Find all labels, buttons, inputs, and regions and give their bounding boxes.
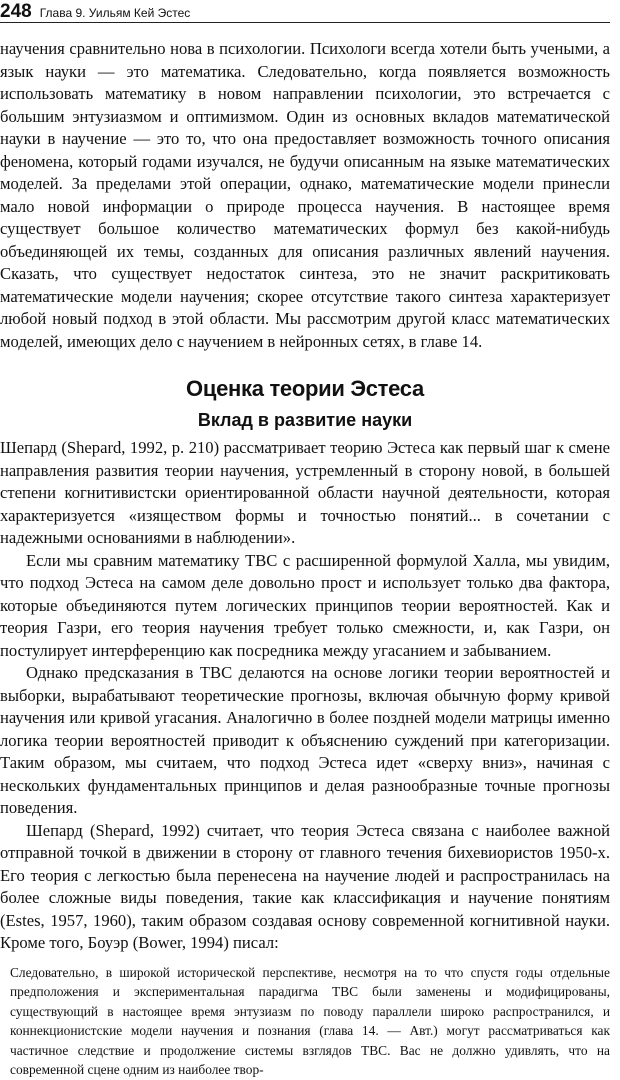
- running-head: Глава 9. Уильям Кей Эстес: [39, 6, 191, 20]
- page-number: 248: [0, 1, 32, 22]
- section-title: Оценка теории Эстеса: [186, 376, 424, 401]
- paragraph-tvs-hull: Если мы сравним математику ТВС с расширенной формулой Халла, мы увидим, что подход Эстеса на самом деле довольно прост и использует только два фактора, которые объединяются путем логических принципов теории вероятностей. Как и теория Газри, его теория научения требует только смежности, и, как Газри, он постулирует интерференцию как посредника между угасанием и забыванием.: [0, 550, 610, 660]
- page-body: [0, 38, 610, 1080]
- page-header: [0, 0, 610, 23]
- block-quote: Следовательно, в широкой исторической перспективе, несмотря на то что спустя годы отдельные предположения и экспериментальная парадигма ТВС были заменены и модифицированы, существующий в настоящее время энтузиазм по поводу параллели широко распространился, и коннекционистские модели научения и познания (глава 14. — Авт.) могут рассматриваться как частичное следствие и продолжение системы взглядов ТВС. Вас не должно удивлять, что на современной сцене одним из наиболее твор-: [10, 964, 610, 1077]
- paragraph-shepard-1: Шепард (Shepard, 1992, p. 210) рассматривает теорию Эстеса как первый шаг к смене направления развития теории научения, устремленный в сторону новой, в большей степени когнитивистски ориентированной области научной деятельности, которая характеризуется «изяществом формы и точностью понятий... в сочетании с надежными основаниями в наблюдении».: [0, 438, 610, 547]
- paragraph-shepard-2: Шепард (Shepard, 1992) считает, что теория Эстеса связана с наиболее важной отправной точкой в движении в сторону от главного течения бихевиористов 1950-х. Его теория с легкостью была перенесена на научение людей и распространилась на более сложные виды поведения, такие как классификация и научение понятиям (Estes, 1957, 1960), таким образом создавая основу современной когнитивной науки. Кроме того, Боуэр (Bower, 1994) писал:: [0, 820, 610, 952]
- subsection-title: Вклад в развитие науки: [197, 410, 413, 430]
- intro-paragraph: научения сравнительно нова в психологии. Психологи всегда хотели быть учеными, а язык науки — это математика. Следовательно, когда появляется возможность использовать математику в новом направлении психологии, это встречается с большим энтузиазмом и оптимизмом. Один из основных вкладов математической науки в научение — это то, что она предоставляет возможность точного описания феномена, который годами изучался, не будучи описанным на языке математических моделей. За пределами этой операции, однако, математические модели принесли мало новой информации о природе процесса научения. В настоящее время существует большое количество математических формул без какой-нибудь объединяющей их темы, созданных для описания различных явлений научения. Сказать, что существует недостаток синтеза, это не значит раскритиковать математические модели научения; скорее отсутствие такого синтеза характеризует любой новый подход в этой области. Мы рассмотрим другой класс математических моделей, имеющих дело с научением в нейронных сетях, в главе 14.: [0, 39, 610, 351]
- paragraph-predictions: Однако предсказания в ТВС делаются на основе логики теории вероятностей и выборки, вырабатывают теоретические прогнозы, включая обычную форму кривой научения или кривой угасания. Аналогично в более поздней модели матрицы именно логика теории вероятностей приводит к объяснению суждений при категоризации. Таким образом, мы считаем, что подход Эстеса идет «сверху вниз», начиная с нескольких фундаментальных принципов и делая разнообразные точные прогнозы поведения.: [0, 663, 610, 817]
